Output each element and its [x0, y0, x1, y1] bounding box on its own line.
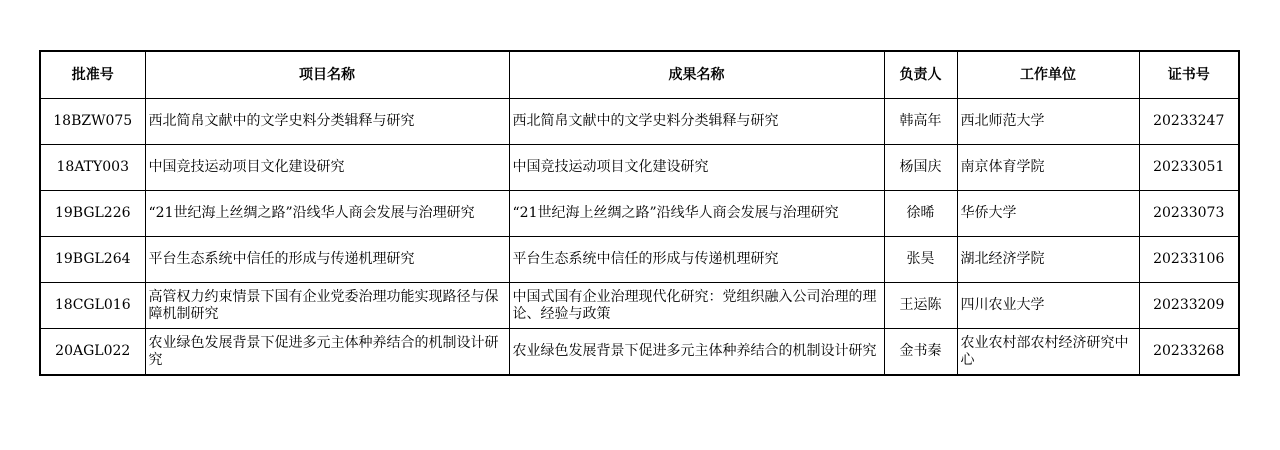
project-name-cell: 平台生态系统中信任的形成与传递机理研究 [145, 237, 509, 283]
table-row [40, 329, 1239, 376]
leader-cell: 张昊 [884, 237, 957, 283]
work-unit-cell: 四川农业大学 [957, 283, 1139, 329]
result-name-cell: 中国竞技运动项目文化建设研究 [509, 145, 884, 191]
approval-number-cell: 20AGL022 [40, 329, 145, 376]
table-row [40, 145, 1239, 191]
project-name-cell: 中国竞技运动项目文化建设研究 [145, 145, 509, 191]
leader-cell: 韩高年 [884, 99, 957, 145]
header-project-name: 项目名称 [145, 51, 509, 99]
header-row [40, 51, 1239, 99]
certificate-number-cell: 20233209 [1139, 283, 1239, 329]
certificate-number-cell: 20233106 [1139, 237, 1239, 283]
work-unit-cell: 西北师范大学 [957, 99, 1139, 145]
approval-number-cell: 18CGL016 [40, 283, 145, 329]
project-name-cell: 农业绿色发展背景下促进多元主体种养结合的机制设计研究 [145, 329, 509, 376]
project-name-cell: “21世纪海上丝绸之路”沿线华人商会发展与治理研究 [145, 191, 509, 237]
result-name-cell: “21世纪海上丝绸之路”沿线华人商会发展与治理研究 [509, 191, 884, 237]
header-work-unit: 工作单位 [957, 51, 1139, 99]
table-row [40, 283, 1239, 329]
work-unit-cell: 南京体育学院 [957, 145, 1139, 191]
header-leader: 负责人 [884, 51, 957, 99]
results-table [39, 50, 1240, 376]
certificate-number-cell: 20233247 [1139, 99, 1239, 145]
work-unit-cell: 湖北经济学院 [957, 237, 1139, 283]
work-unit-cell: 农业农村部农村经济研究中心 [957, 329, 1139, 376]
table-row [40, 99, 1239, 145]
leader-cell: 杨国庆 [884, 145, 957, 191]
table-row [40, 191, 1239, 237]
header-approval-number: 批准号 [40, 51, 145, 99]
certificate-number-cell: 20233073 [1139, 191, 1239, 237]
header-certificate-number: 证书号 [1139, 51, 1239, 99]
approval-number-cell: 19BGL226 [40, 191, 145, 237]
header-result-name: 成果名称 [509, 51, 884, 99]
certificate-number-cell: 20233268 [1139, 329, 1239, 376]
leader-cell: 徐晞 [884, 191, 957, 237]
result-name-cell: 中国式国有企业治理现代化研究：党组织融入公司治理的理论、经验与政策 [509, 283, 884, 329]
result-name-cell: 西北简帛文献中的文学史料分类辑释与研究 [509, 99, 884, 145]
approval-number-cell: 18ATY003 [40, 145, 145, 191]
result-name-cell: 农业绿色发展背景下促进多元主体种养结合的机制设计研究 [509, 329, 884, 376]
work-unit-cell: 华侨大学 [957, 191, 1139, 237]
table-row [40, 237, 1239, 283]
certificate-number-cell: 20233051 [1139, 145, 1239, 191]
leader-cell: 王运陈 [884, 283, 957, 329]
leader-cell: 金书秦 [884, 329, 957, 376]
project-name-cell: 西北简帛文献中的文学史料分类辑释与研究 [145, 99, 509, 145]
approval-number-cell: 18BZW075 [40, 99, 145, 145]
project-name-cell: 高管权力约束情景下国有企业党委治理功能实现路径与保障机制研究 [145, 283, 509, 329]
result-name-cell: 平台生态系统中信任的形成与传递机理研究 [509, 237, 884, 283]
approval-number-cell: 19BGL264 [40, 237, 145, 283]
